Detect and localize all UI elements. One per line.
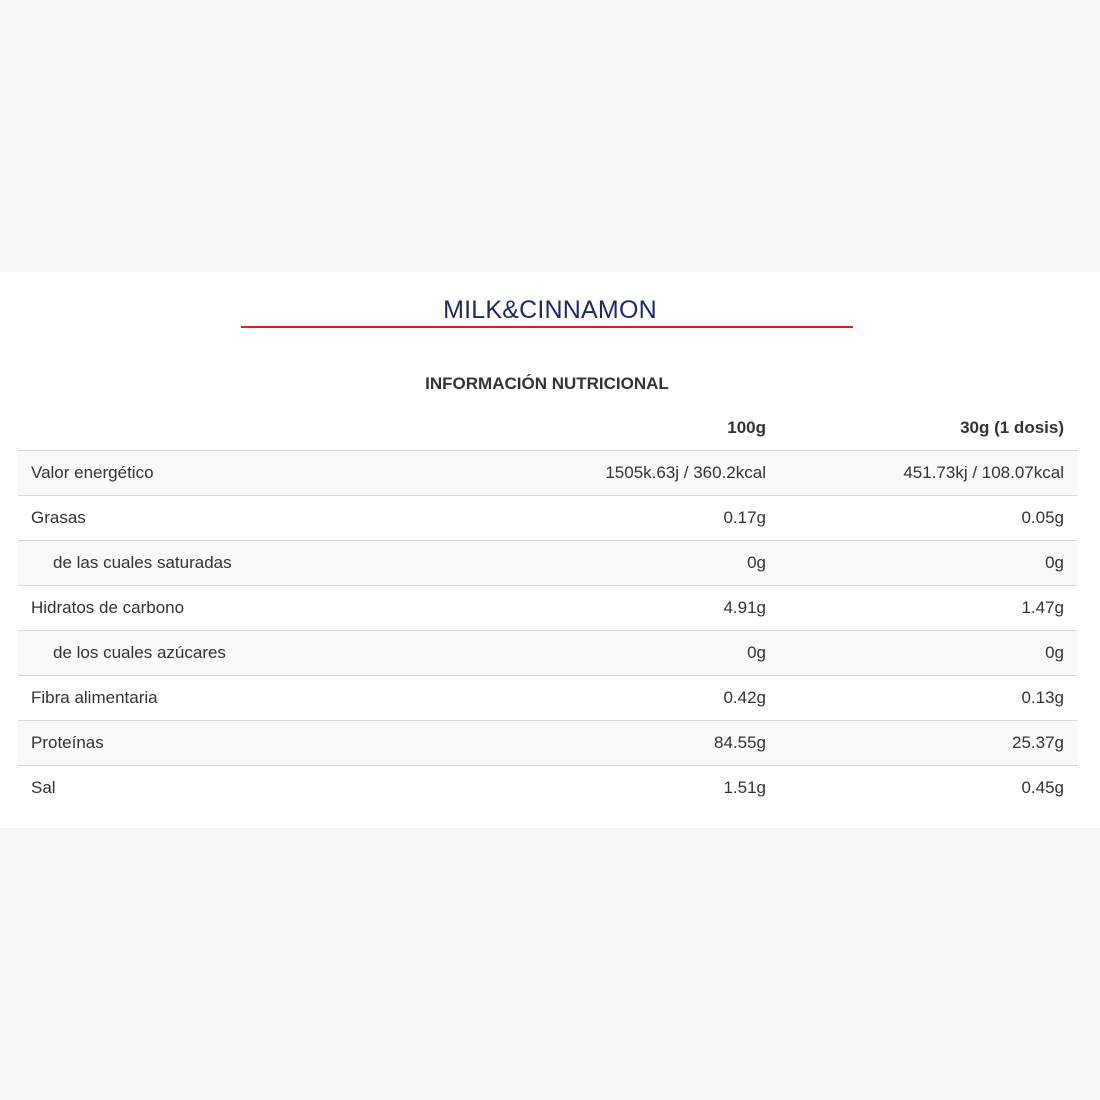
value-per-serving: 25.37g bbox=[779, 721, 1077, 766]
table-row bbox=[18, 541, 1077, 586]
nutrient-name: Proteínas bbox=[18, 721, 516, 766]
table-header-row bbox=[18, 406, 1077, 451]
nutrient-name: Grasas bbox=[18, 496, 516, 541]
value-per-serving: 0.05g bbox=[779, 496, 1077, 541]
header-nutrient bbox=[18, 406, 516, 451]
nutrient-name: Valor energético bbox=[18, 451, 516, 496]
value-per-100g: 1505k.63j / 360.2kcal bbox=[516, 451, 779, 496]
nutrient-name: de las cuales saturadas bbox=[18, 541, 516, 586]
table-row bbox=[18, 586, 1077, 631]
value-per-serving: 0.13g bbox=[779, 676, 1077, 721]
value-per-serving: 1.47g bbox=[779, 586, 1077, 631]
value-per-100g: 0g bbox=[516, 631, 779, 676]
nutrition-panel bbox=[0, 272, 1100, 828]
value-per-100g: 1.51g bbox=[516, 766, 779, 811]
table-row bbox=[18, 766, 1077, 811]
title-underline bbox=[241, 326, 853, 328]
value-per-serving: 0.45g bbox=[779, 766, 1077, 811]
table-row bbox=[18, 631, 1077, 676]
header-per-100g: 100g bbox=[516, 406, 779, 451]
value-per-serving: 0g bbox=[779, 631, 1077, 676]
header-per-serving: 30g (1 dosis) bbox=[779, 406, 1077, 451]
product-title: MILK&CINNAMON bbox=[443, 296, 657, 324]
value-per-serving: 0g bbox=[779, 541, 1077, 586]
nutrient-name: de los cuales azúcares bbox=[18, 631, 516, 676]
table-row bbox=[18, 676, 1077, 721]
nutrition-heading: INFORMACIÓN NUTRICIONAL bbox=[425, 374, 669, 393]
value-per-serving: 451.73kj / 108.07kcal bbox=[779, 451, 1077, 496]
top-background bbox=[0, 0, 1100, 272]
table-row bbox=[18, 721, 1077, 766]
table-row bbox=[18, 496, 1077, 541]
value-per-100g: 0.42g bbox=[516, 676, 779, 721]
value-per-100g: 84.55g bbox=[516, 721, 779, 766]
nutrition-table bbox=[18, 406, 1077, 810]
table-row bbox=[18, 451, 1077, 496]
nutrient-name: Hidratos de carbono bbox=[18, 586, 516, 631]
nutrient-name: Sal bbox=[18, 766, 516, 811]
value-per-100g: 0g bbox=[516, 541, 779, 586]
value-per-100g: 0.17g bbox=[516, 496, 779, 541]
bottom-background bbox=[0, 828, 1100, 1100]
value-per-100g: 4.91g bbox=[516, 586, 779, 631]
nutrient-name: Fibra alimentaria bbox=[18, 676, 516, 721]
